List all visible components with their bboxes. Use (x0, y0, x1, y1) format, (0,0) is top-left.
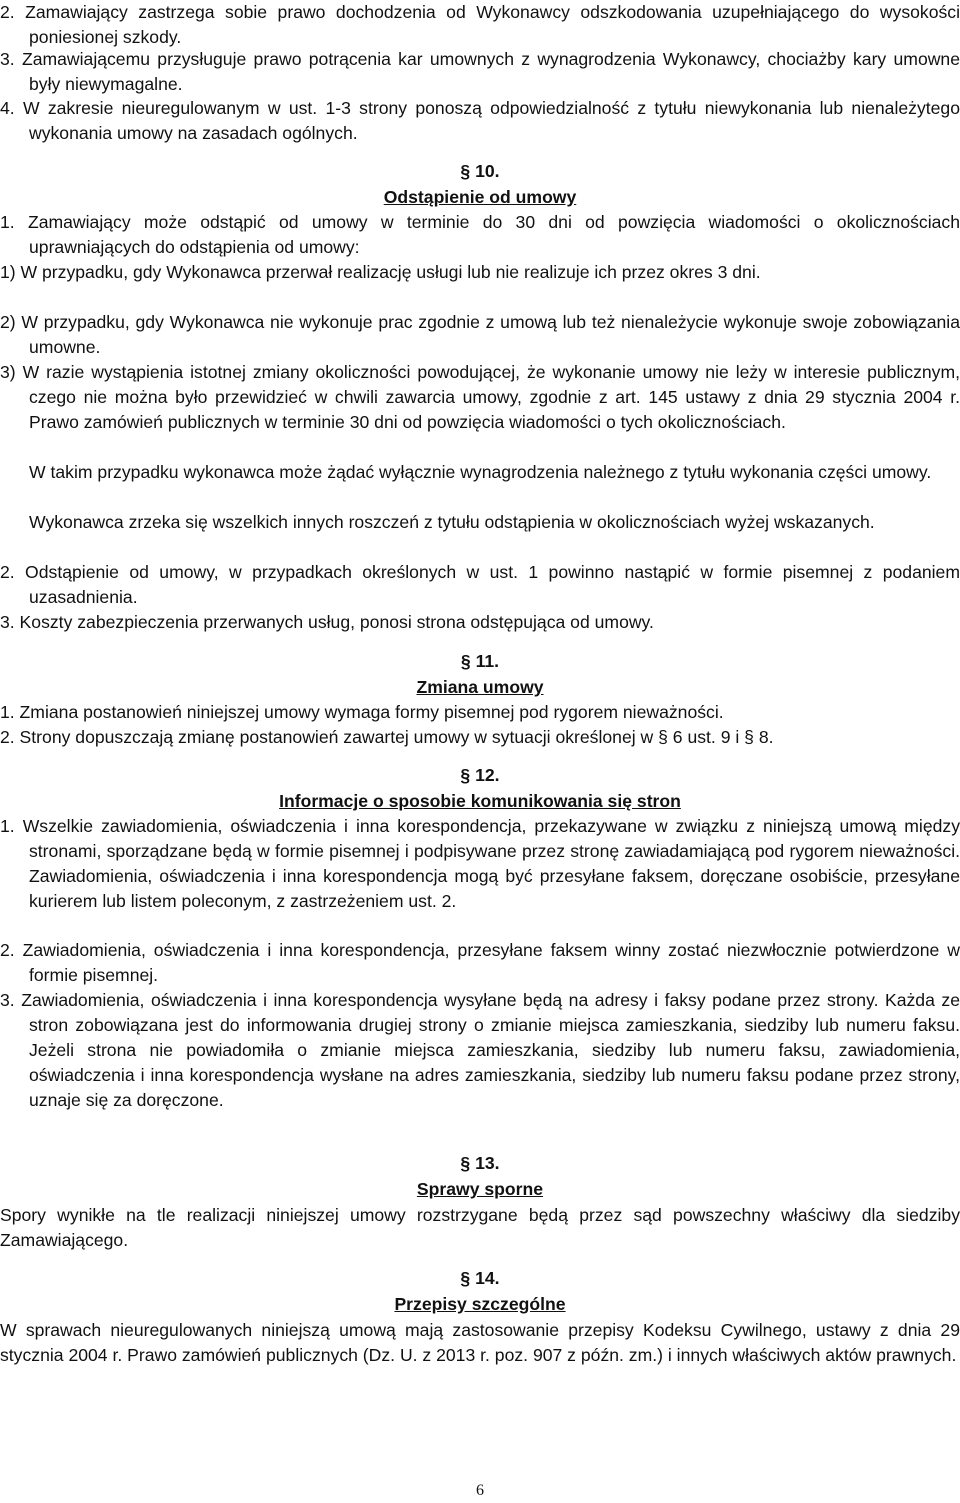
paragraph-12-2: 2. Zawiadomienia, oświadczenia i inna korespondencja, przesyłane faksem winny zostać niezwłocznie potwierdzone w formie pisemnej. (0, 940, 960, 985)
section-13-title-text: Sprawy sporne (416, 1179, 544, 1199)
paragraph-11-2: 2. Strony dopuszczają zmianę postanowień zawartej umowy w sytuacji określonej w § 6 ust. 9 i § 8. (0, 727, 774, 747)
section-14-title-text: Przepisy szczególne (394, 1294, 566, 1314)
paragraph-12-3: 3. Zawiadomienia, oświadczenia i inna korespondencja wysyłane będą na adresy i faksy podane przez strony. Każda ze stron zobowiązana jest do informowania drugiej strony o zmianie miejsca zamieszkania, siedziby lub numeru faksu. Jeżeli strona nie powiadomiła o zmianie miejsca zamieszkania, siedziby lub numeru faksu, zawiadomienia, oświadczenia i inna korespondencja wysłane na adres zamieszkania, siedziby lub numeru faksu podane przez strony, uznaje się za doręczone. (0, 990, 960, 1110)
item-10-1-1: 1) W przypadku, gdy Wykonawca przerwał realizację usługi lub nie realizuje ich przez okres 3 dni. (0, 262, 761, 282)
paragraph-11-1: 1. Zmiana postanowień niniejszej umowy wymaga formy pisemnej pod rygorem nieważności. (0, 702, 724, 722)
paragraph-9-2: 2. Zamawiający zastrzega sobie prawo dochodzenia od Wykonawcy odszkodowania uzupełniającego do wysokości poniesionej szkody. (0, 2, 960, 47)
section-10-title-text: Odstąpienie od umowy (383, 187, 577, 207)
section-10-number: § 10. (460, 161, 500, 181)
paragraph-13-1: Spory wynikłe na tle realizacji niniejszej umowy rozstrzygane będą przez sąd powszechny właściwy dla siedziby Zamawiającego. (0, 1205, 960, 1250)
section-14-number: § 14. (460, 1268, 500, 1288)
section-13-title (0, 1177, 960, 1202)
item-10-1-3: 3) W razie wystąpienia istotnej zmiany okoliczności powodującej, że wykonanie umowy nie leży w interesie publicznym, czego nie można było przewidzieć w chwili zawarcia umowy, zgodnie z art. 145 ustawy z dnia 29 stycznia 2004 r. Prawo zamówień publicznych w terminie 30 dni od powzięcia wiadomości o tych okolicznościach. (0, 362, 960, 432)
section-14-title (0, 1292, 960, 1317)
paragraph-10-3: 3. Koszty zabezpieczenia przerwanych usług, ponosi strona odstępująca od umowy. (0, 612, 654, 632)
paragraph-12-1: 1. Wszelkie zawiadomienia, oświadczenia i inna korespondencja, przekazywane w związku z niniejszą umową między stronami, sporządzane będą w formie pisemnej i podpisywane przez stronę zawiadamiającą pod rygorem nieważności. Zawiadomienia, oświadczenia i inna korespondencja mogą być przesyłane faksem, doręczane osobiście, przesyłane kurierem lub listem poleconym, z zastrzeżeniem ust. 2. (0, 816, 960, 911)
section-11-title (0, 675, 960, 700)
section-12-title-text: Informacje o sposobie komunikowania się stron (279, 791, 681, 811)
paragraph-10-1: 1. Zamawiający może odstąpić od umowy w terminie do 30 dni od powzięcia wiadomości o okolicznościach uprawniających do odstąpienia od umowy: (0, 212, 960, 257)
section-12-title (0, 789, 960, 814)
section-13-number: § 13. (460, 1153, 500, 1173)
item-10-1-3-note-a: W takim przypadku wykonawca może żądać wyłącznie wynagrodzenia należnego z tytułu wykonania części umowy. (29, 462, 932, 482)
section-10-title (0, 185, 960, 210)
section-11-number: § 11. (460, 651, 500, 671)
paragraph-10-2: 2. Odstąpienie od umowy, w przypadkach określonych w ust. 1 powinno nastąpić w formie pisemnej z podaniem uzasadnienia. (0, 562, 960, 607)
item-10-1-3-note-b: Wykonawca zrzeka się wszelkich innych roszczeń z tytułu odstąpienia w okolicznościach wyżej wskazanych. (29, 512, 875, 532)
paragraph-14-1: W sprawach nieuregulowanych niniejszą umową mają zastosowanie przepisy Kodeksu Cywilnego, ustawy z dnia 29 stycznia 2004 r. Prawo zamówień publicznych (Dz. U. z 2013 r. poz. 907 z późn. zm.) i innych właściwych aktów prawnych. (0, 1320, 960, 1365)
section-12-number: § 12. (460, 765, 500, 785)
paragraph-9-3: 3. Zamawiającemu przysługuje prawo potrącenia kar umownych z wynagrodzenia Wykonawcy, chociażby kary umowne były niewymagalne. (0, 49, 960, 94)
paragraph-9-4: 4. W zakresie nieuregulowanym w ust. 1-3 strony ponoszą odpowiedzialność z tytułu niewykonania lub nienależytego wykonania umowy na zasadach ogólnych. (0, 98, 960, 143)
section-11-title-text: Zmiana umowy (416, 677, 544, 697)
page-number: 6 (476, 1482, 484, 1499)
item-10-1-2: 2) W przypadku, gdy Wykonawca nie wykonuje prac zgodnie z umową lub też nienależycie wykonuje swoje zobowiązania umowne. (0, 312, 960, 357)
